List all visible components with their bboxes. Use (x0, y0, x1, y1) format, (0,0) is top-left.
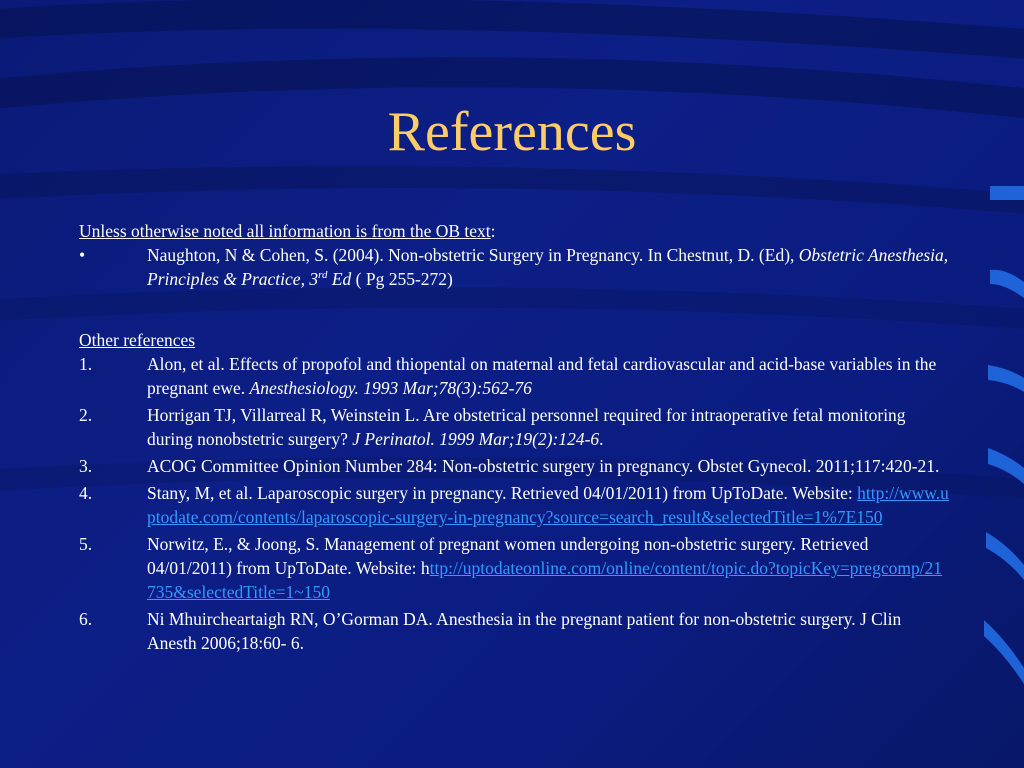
intro-heading-suffix: : (490, 221, 496, 241)
reference-item (79, 403, 949, 451)
reference-number: 2. (79, 405, 93, 425)
reference-text (147, 532, 949, 604)
other-references-heading: Other references (79, 330, 196, 350)
uptodate-link[interactable]: http://www.uptodate.com/contents/laparoscopic-surgery-in-pregnancy?source=search_result&selectedTitle=1%7E150 (147, 483, 949, 527)
uptodateonline-link[interactable]: ttp://uptodateonline.com/online/content/topic.do?topicKey=pregcomp/21735&selectedTitle=1~150 (147, 558, 943, 602)
reference-body: Stany, M, et al. Laparoscopic surgery in pregnancy. Retrieved 04/01/2011) from UpToDate. Website: (147, 483, 858, 503)
reference-item (79, 607, 949, 655)
intro-reference (79, 243, 949, 291)
reference-item (79, 481, 949, 529)
reference-text (147, 403, 949, 451)
reference-citation: Anesthesiology. 1993 Mar;78(3):562-76 (249, 378, 532, 398)
reference-tail: . (599, 429, 604, 449)
reference-body: Norwitz, E., & Joong, S. Management of pregnant women undergoing non-obstetric surgery. Retrieved 04/01/2011) from UpToDate. Website: h (147, 534, 869, 578)
reference-number: 5. (79, 534, 93, 554)
reference-text: Ni Mhuircheartaigh RN, O’Gorman DA. Anesthesia in the pregnant patient for non-obstetric surgery. J Clin Anesth 2006;18:60- 6. (147, 609, 902, 653)
intro-ref-text2: ( Pg 255-272) (351, 269, 453, 289)
slide-title: References (387, 101, 637, 163)
reference-number: 1. (79, 354, 93, 374)
references-content (79, 219, 949, 658)
intro-ref-italic: Obstetric Anesthesia, Principles & Practice, 3 (147, 245, 949, 289)
reference-number: 6. (79, 609, 93, 629)
reference-item (79, 454, 949, 478)
reference-text (147, 352, 949, 400)
intro-ref-text1: Naughton, N & Cohen, S. (2004). Non-obstetric Surgery in Pregnancy. In Chestnut, D. (Ed), (147, 245, 799, 265)
reference-number: 3. (79, 456, 93, 476)
reference-item (79, 532, 949, 604)
intro-reference-text (147, 243, 949, 291)
reference-body: Horrigan TJ, Villarreal R, Weinstein L. Are obstetrical personnel required for intraoperative fetal monitoring during nonobstetric surgery? (147, 405, 906, 449)
bullet: • (79, 245, 86, 265)
intro-ref-italic2: Ed (327, 269, 352, 289)
reference-text (147, 481, 949, 529)
intro-ref-sup: rd (318, 269, 328, 282)
intro-heading-line (79, 219, 949, 243)
reference-item (79, 352, 949, 400)
reference-text: ACOG Committee Opinion Number 284: Non-obstetric surgery in pregnancy. Obstet Gynecol. 2011;117:420-21. (147, 456, 940, 476)
reference-number: 4. (79, 483, 93, 503)
reference-body: Alon, et al. Effects of propofol and thiopental on maternal and fetal cardiovascular and acid-base variables in the pregnant ewe. (147, 354, 937, 398)
intro-heading: Unless otherwise noted all information is from the OB text (79, 221, 491, 241)
reference-citation: J Perinatol. 1999 Mar;19(2):124-6 (352, 429, 600, 449)
